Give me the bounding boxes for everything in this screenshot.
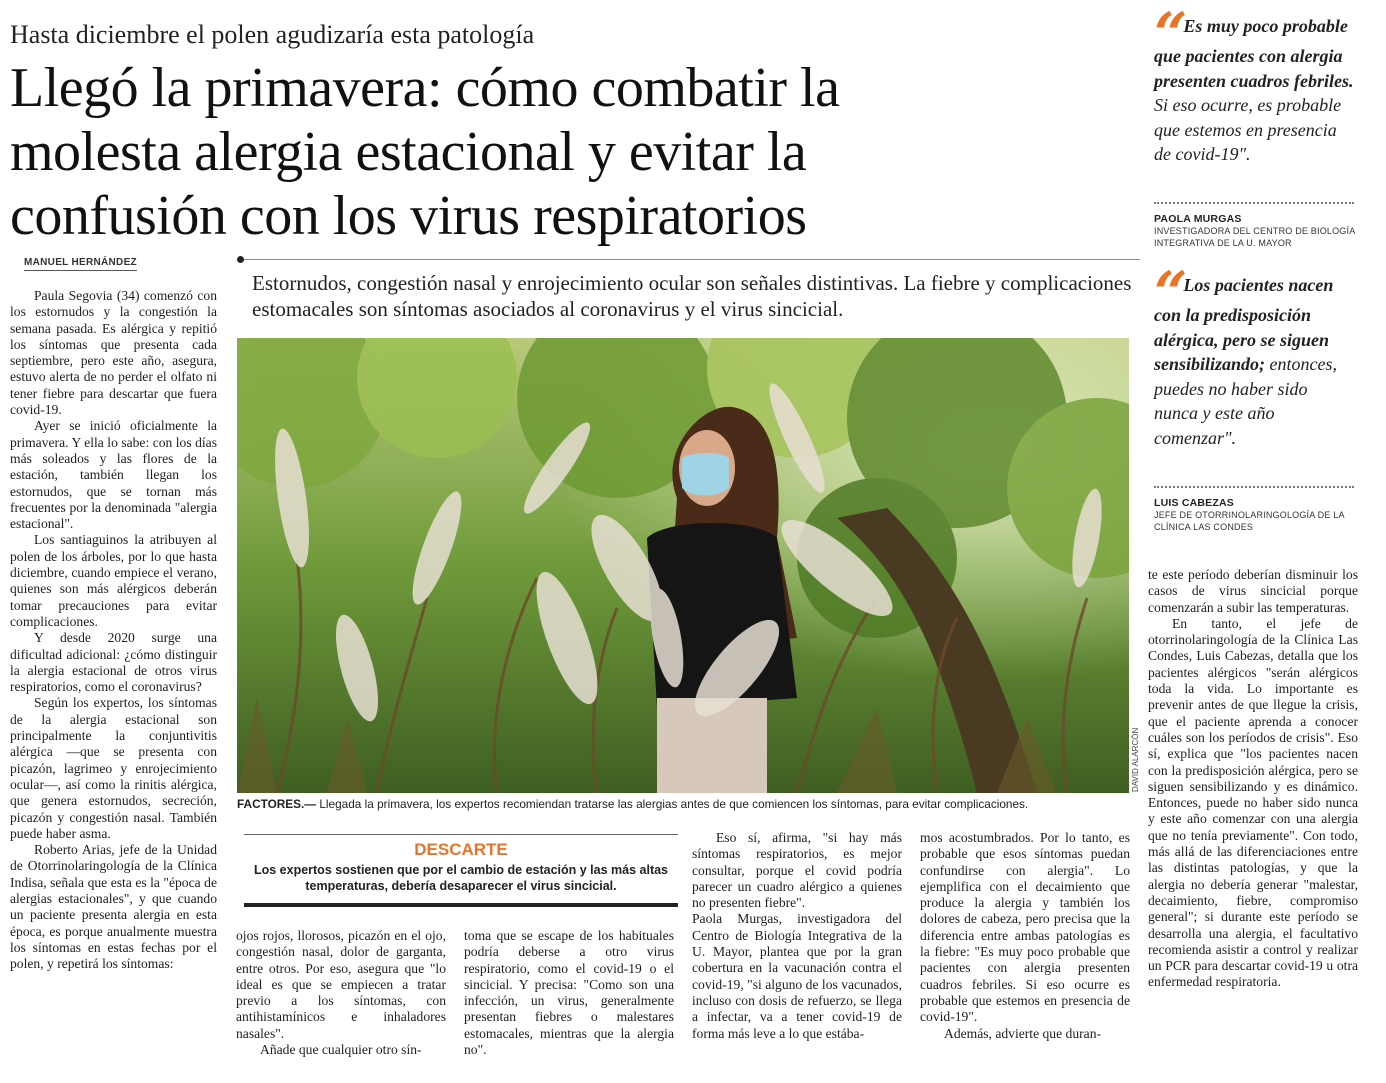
photo-woman-with-mask-among-plants: [237, 338, 1129, 793]
paragraph: Añade que cualquier otro sín-: [260, 1042, 422, 1058]
paragraph: En tanto, el jefe de otorrinolaringología de la Clínica Las Condes, Luis Cabezas, detalla que los pacientes alérgicos "serán alérgicos toda la vida. Lo importante es prevenir antes de que llegue la crisis, que el paciente aprenda a conocer cuáles son los períodos de crisis". Eso sí, explica que "los pacientes nacen con la predisposición alérgica, pero se siguen sensibilizando y es dinámico. Entonces, puede no haber sido nunca y este año comenzar con una alergia que no tenía previamente". Con todo, más allá de las diferenciaciones entre las distintas patologías, y que la alergia no debería generar "malestar, decaimiento, fiebre, compromiso general"; si durante este período se desarrolla una alergia, el facultativo recomienda asistir a control y realizar un PCR para descartar covid-19 u otra enfermedad respiratoria.: [1148, 615, 1358, 990]
box-bottom-rule: [244, 903, 678, 907]
article-column-1: [10, 288, 217, 972]
dotted-divider: [1154, 202, 1354, 204]
article-column-3: [464, 928, 674, 1058]
headline-line-2: molesta alergia estacional y evitar la: [10, 121, 807, 183]
caption-text: Llegada la primavera, los expertos recomiendan tratarse las alergias antes de que comiencen los síntomas, para evitar complicaciones.: [316, 797, 1029, 811]
divider: [240, 259, 1140, 260]
article-column-5: [920, 830, 1130, 1042]
quote-author-role: JEFE DE OTORRINOLARINGOLOGÍA DE LA CLÍNICA LAS CONDES: [1154, 510, 1345, 532]
paragraph: Roberto Arias, jefe de la Unidad de Otorrinolaringología de la Clínica Indisa, señala que esta es la "época de alergias estacionales", y que cuando un paciente presenta alergia en esta época, es porque anualmente muestra los síntomas en estas fechas por el polen, y repetirá los síntomas:: [10, 842, 217, 972]
paragraph: Los santiaguinos la atribuyen al polen de los árboles, por lo que hasta diciembre, cuando empiece el verano, quienes son más alérgicos deberán tomar precauciones para evitar complicaciones.: [10, 532, 217, 629]
caption-label: FACTORES.—: [237, 797, 317, 811]
byline: MANUEL HERNÁNDEZ: [24, 257, 137, 271]
paragraph: Además, advierte que duran-: [944, 1025, 1102, 1041]
dotted-divider: [1154, 486, 1354, 488]
quote-author: PAOLA MURGAS: [1154, 213, 1242, 225]
quote-rest: entonces, puedes no haber sido nunca y este año comenzar".: [1154, 354, 1338, 448]
photo-caption: [237, 797, 1137, 811]
article-column-2: [236, 928, 446, 1058]
article-column-6: [1148, 567, 1358, 991]
quote-mark-icon: “: [1154, 0, 1180, 68]
paragraph: Según los expertos, los síntomas de la alergia estacional son principalmente la conjuntivitis alérgica —que se presenta con picazón, lagrimeo y enrojecimiento ocular—, así como la rinitis alérgica, que genera estornudos, secreción, picazón y congestión nasal. También puede haber asma.: [10, 695, 217, 841]
quote-bold: Los pacientes nacen con la predisposición alérgica, pero se siguen sensibilizando;: [1154, 275, 1334, 375]
article-photo: [237, 338, 1129, 793]
headline-line-3: confusión con los virus respiratorios: [10, 185, 807, 247]
kicker: Hasta diciembre el polen agudizaría esta patología: [10, 20, 535, 49]
paragraph: Paola Murgas, investigadora del Centro de Biología Integrativa de la U. Mayor, plantea que por la gran cobertura en la vacunación contra el covid-19, "si alguno de los vacunados, incluso con dosis de refuerzo, se llega a infectar, va a tener covid-19 de forma más leve a lo que estába-: [692, 911, 902, 1041]
quote-bold: Es muy poco probable que pacientes con alergia presenten cuadros febriles.: [1154, 16, 1354, 91]
paragraph: toma que se escape de los habituales podría deberse a otro virus respiratorio, como el covid-19 o el sincicial. Y precisa: "Como son una infección, un virus, generalmente presentan fiebres o malestares estomacales, mientras que la alergia no".: [464, 928, 674, 1058]
quote-author-role: INVESTIGADORA DEL CENTRO DE BIOLOGÍA INTEGRATIVA DE LA U. MAYOR: [1154, 226, 1355, 248]
divider-dot: [237, 256, 244, 263]
photo-credit: DAVID ALARCÓN: [1131, 727, 1140, 792]
paragraph: Eso sí, afirma, "si hay más síntomas respiratorios, es mejor consultar, porque el covid podría parecer un cuadro alérgico a quienes no presenten fiebre".: [692, 830, 902, 911]
article-column-4: [692, 830, 902, 1042]
paragraph: Paula Segovia (34) comenzó con los estornudos y la congestión la semana pasada. Es alérgica y repitió los síntomas que presenta cada septiembre, pero este año, asegura, estuvo alerta de no perder el olfato ni tener fiebre para descartar que fuera covid-19.: [10, 288, 217, 418]
paragraph: Ayer se inició oficialmente la primavera. Y ella lo sabe: con los días más soleados y las flores de la estación, también llegan los estornudos, que se tornan más frecuentes por la denominada "alergia estacional".: [10, 418, 217, 532]
quote-author: LUIS CABEZAS: [1154, 497, 1234, 509]
box-text: Los expertos sostienen que por el cambio de estación y las más altas temperaturas, debería desaparecer el virus sincicial.: [253, 863, 669, 893]
box-top-rule: [244, 834, 678, 835]
quote-rest: Si eso ocurre, es probable que estemos en presencia de covid-19".: [1154, 95, 1342, 165]
paragraph: ojos rojos, llorosos, picazón en el ojo, congestión nasal, dolor de garganta, entre otros. Por eso, asegura que "lo ideal es que se empiecen a tratar previo a los síntomas, con antihistamínicos e inhaladores nasales".: [236, 928, 446, 1041]
quote-mark-icon: “: [1154, 259, 1180, 327]
paragraph: te este período deberían disminuir los casos de virus sincicial porque comenzarán a subir las temperaturas.: [1148, 567, 1358, 615]
pull-quote-1: [1154, 0, 1354, 167]
subhead: Estornudos, congestión nasal y enrojecimiento ocular son señales distintivas. La fiebre y complicaciones estomacales son síntomas asociados al coronavirus y el virus sincicial.: [252, 271, 1132, 321]
pull-quote-2: [1154, 259, 1354, 451]
paragraph: Y desde 2020 surge una dificultad adicional: ¿cómo distinguir la alergia estacional de otros virus respiratorios, como el coronavirus?: [10, 630, 217, 695]
paragraph: mos acostumbrados. Por lo tanto, es probable que esos síntomas puedan confundirse con alergia". Lo ejemplifica con el decaimiento que produce la alergia y también los dolores de cabeza, pero precisa que la diferencia entre ambas patologías es la fiebre: "Es muy poco probable que pacientes con alergia presenten cuadros febriles. Si eso ocurre es probable que estemos en presencia de covid-19".: [920, 830, 1130, 1025]
headline-line-1: Llegó la primavera: cómo combatir la: [10, 57, 840, 119]
box-title: DESCARTE: [414, 840, 508, 859]
headline: [10, 56, 1140, 248]
